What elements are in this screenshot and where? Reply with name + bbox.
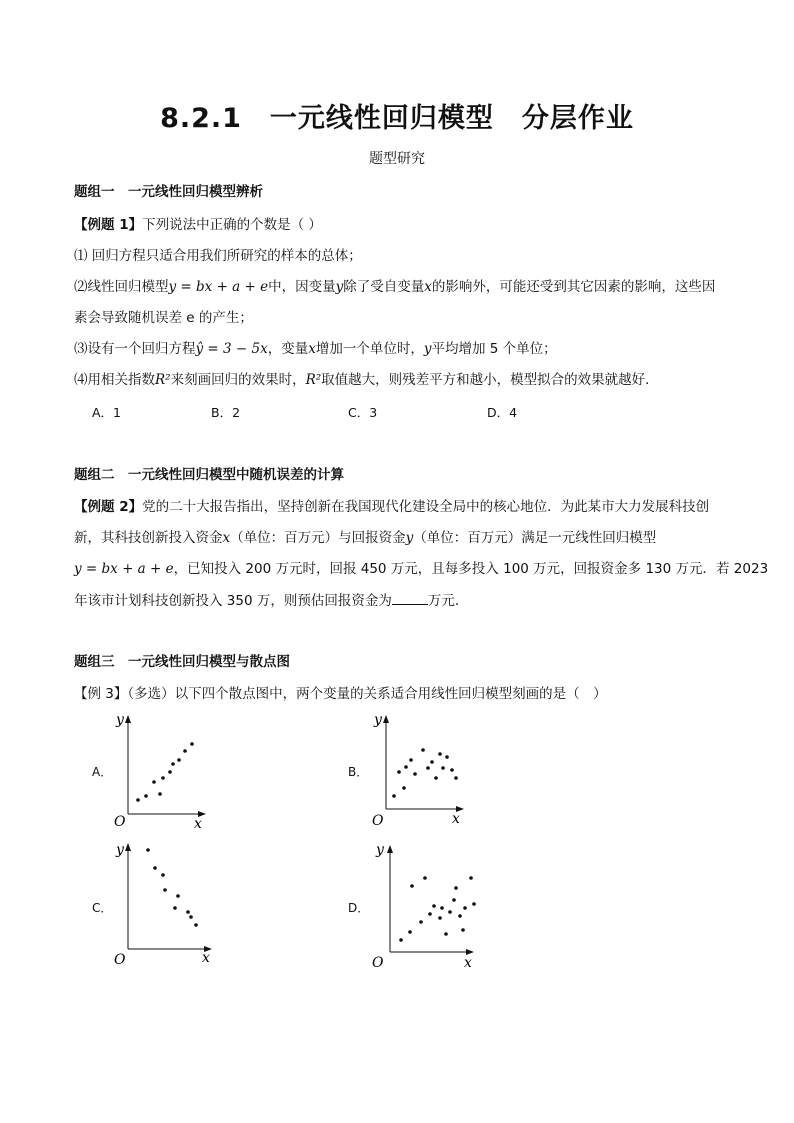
scatter-plot-a — [110, 708, 210, 832]
example2-text4a: 年该市计划科技创新投入 350 万，则预估回报资金为 — [74, 593, 392, 609]
page-subtitle: 题型研究 — [369, 151, 425, 167]
example2-tag: 【例题 2】 — [74, 499, 143, 515]
plot-b-points — [392, 748, 458, 798]
example1-text: 下列说法中正确的个数是（ ） — [142, 217, 322, 233]
group1-heading: 题组一 一元线性回归模型辨析 — [74, 184, 263, 200]
plot-b-y-label: y — [374, 712, 382, 728]
scatter-plot-c — [110, 838, 220, 968]
statement-2 — [74, 277, 715, 297]
s2-var-x: x — [424, 279, 432, 295]
s3-var-y: y — [423, 341, 432, 357]
plot-a-label[interactable]: A． — [92, 765, 113, 779]
option-a[interactable]: A．1 — [92, 405, 122, 420]
plot-d-x-label: x — [464, 955, 472, 971]
s2-var-y: y — [335, 279, 344, 295]
group2-heading: 题组二 一元线性回归模型中随机误差的计算 — [74, 467, 344, 483]
s2-text-c: 除了受自变量 — [343, 279, 425, 295]
plot-c-origin: O — [114, 952, 126, 968]
plot-c-points — [146, 848, 198, 927]
plot-b-label[interactable]: B． — [348, 765, 369, 779]
example2-line2 — [74, 528, 656, 548]
s2-text-d: 的影响外，可能还受到其它因素的影响，这些因 — [431, 279, 716, 295]
s3-text-c: 增加一个单位时， — [315, 341, 424, 357]
example2-text3: ，已知投入 200 万元时，回报 450 万元，且每多投入 100 万元，回报资金多 130 万元．若 2023 — [173, 561, 769, 577]
plot-b-x-label: x — [452, 811, 460, 827]
statement-1: ⑴ 回归方程只适合用我们所研究的样本的总体； — [74, 248, 362, 264]
s3-text-b: ，变量 — [267, 341, 309, 357]
example3-tag: 【例 3】 — [74, 686, 128, 702]
s4-text-a: ⑷用相关指数 — [74, 372, 155, 388]
plot-c-y-label: y — [116, 842, 124, 858]
plot-a-y-label: y — [116, 712, 124, 728]
answer-blank[interactable] — [392, 590, 428, 605]
example2-var-y: y — [405, 530, 414, 546]
s3-text-a: ⑶设有一个回归方程 — [74, 341, 196, 357]
plot-d-y-label: y — [376, 842, 384, 858]
s3-equation: ŷ = 3 − 5x — [195, 341, 268, 357]
plot-c-label[interactable]: C． — [92, 901, 113, 915]
s4-text-c: 取值越大，则残差平方和越小，模型拟合的效果就越好． — [321, 372, 659, 388]
example2-text2c: （单位：百万元）满足一元线性回归模型 — [413, 530, 657, 546]
example2-line1 — [74, 497, 709, 517]
s4-r-squared-2: R² — [305, 372, 322, 388]
page-title: 8.2.1 一元线性回归模型 分层作业 — [160, 103, 634, 134]
example2-line4 — [74, 590, 468, 611]
example3-question — [74, 684, 607, 704]
s4-text-b: 来刻画回归的效果时， — [170, 372, 306, 388]
group3-heading: 题组三 一元线性回归模型与散点图 — [74, 654, 290, 670]
s3-var-x: x — [308, 341, 316, 357]
option-d[interactable]: D．4 — [487, 405, 518, 420]
statement-3 — [74, 339, 557, 359]
scatter-plot-d — [368, 838, 483, 973]
example2-model: y = bx + a + e — [74, 561, 174, 577]
example1-question — [74, 215, 322, 235]
option-c[interactable]: C．3 — [348, 405, 378, 420]
plot-a-origin: O — [114, 814, 126, 830]
scatter-plot-b — [368, 710, 468, 830]
plot-d-points — [399, 876, 476, 942]
plot-a-x-label: x — [194, 816, 202, 832]
statement-2-cont: 素会导致随机误差 e 的产生； — [74, 310, 253, 326]
example2-var-x: x — [222, 530, 231, 546]
plot-a-points — [136, 742, 194, 802]
s2-text-a: ⑵线性回归模型 — [74, 279, 169, 295]
plot-d-origin: O — [372, 955, 384, 971]
plot-d-label[interactable]: D． — [348, 901, 370, 915]
option-b[interactable]: B．2 — [211, 405, 241, 420]
example3-text: （多选）以下四个散点图中，两个变量的关系适合用线性回归模型刻画的是（ ） — [127, 686, 607, 702]
example2-line3 — [74, 559, 768, 579]
example2-text4b: 万元． — [427, 593, 469, 609]
s3-text-d: 平均增加 5 个单位； — [431, 341, 557, 357]
example2-text2a: 新，其科技创新投入资金 — [74, 530, 223, 546]
plot-b-origin: O — [372, 813, 384, 829]
example2-text1: 党的二十大报告指出，坚持创新在我国现代化建设全局中的核心地位．为此某市大力发展科技创 — [142, 499, 710, 515]
plot-c-x-label: x — [202, 950, 210, 966]
statement-4 — [74, 370, 659, 390]
example1-tag: 【例题 1】 — [74, 217, 143, 233]
s4-r-squared: R² — [155, 372, 171, 388]
s2-model: y = bx + a + e — [168, 279, 269, 295]
example2-text2b: （单位：百万元）与回报资金 — [230, 530, 406, 546]
s2-text-b: 中，因变量 — [268, 279, 336, 295]
